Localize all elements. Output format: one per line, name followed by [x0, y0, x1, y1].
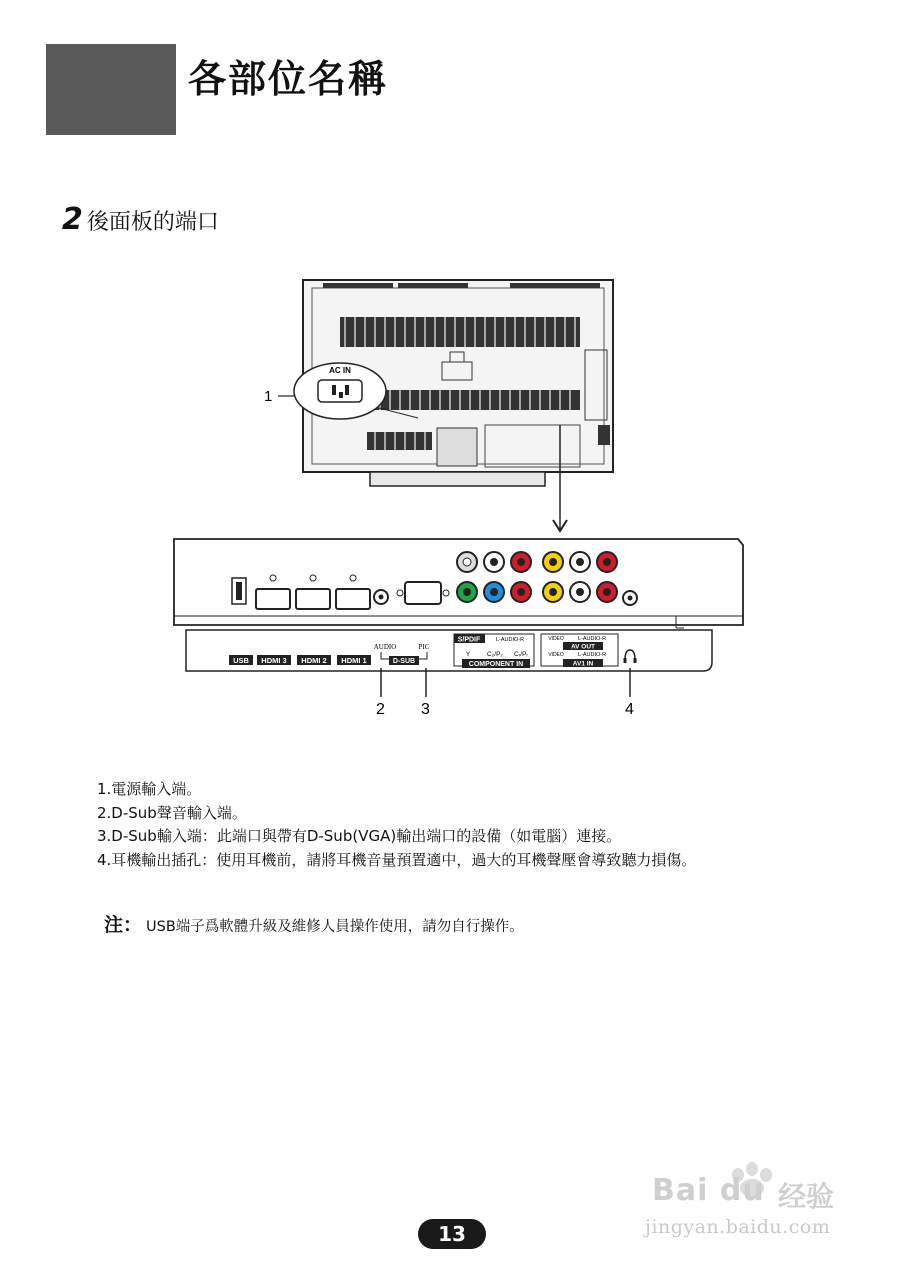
callout-2: 2	[376, 701, 385, 718]
page-title: 各部位名稱	[188, 57, 389, 101]
usb-note	[104, 910, 524, 937]
watermark-brand: Bai du	[652, 1173, 765, 1208]
hdmi3-label: HDMI 3	[261, 656, 287, 665]
callout-3: 3	[421, 701, 430, 718]
ac-in-label: AC IN	[329, 366, 351, 375]
spdif-label: S/PDIF	[457, 636, 481, 644]
cbpb-label: C₂/P₂	[487, 651, 503, 658]
port-descriptions	[97, 778, 696, 872]
note-text: USB端子爲軟體升級及維修人員操作使用，請勿自行操作。	[146, 919, 524, 935]
dsub-label: D-SUB	[392, 658, 416, 665]
l-audio-r-bottom-label: L-AUDIO-R	[577, 652, 607, 658]
av-out-label: AV OUT	[570, 643, 596, 651]
tv-back-illustration	[294, 280, 613, 486]
port-label-strip	[186, 630, 712, 671]
description-item: 3.D-Sub輸入端：此端口與帶有D-Sub(VGA)輸出端口的設備（如電腦）連接。	[97, 827, 622, 845]
callout-1: 1	[264, 388, 273, 405]
description-item: 4.耳機輸出插孔：使用耳機前，請將耳機音量預置適中，過大的耳機聲壓會導致聽力損傷。	[97, 850, 697, 869]
l-audio-r-top-label: L-AUDIO-R	[577, 636, 607, 642]
av1-in-label: AV1 IN	[572, 660, 594, 668]
description-item: 1.電源輸入端。	[97, 780, 202, 798]
component-in-label: COMPONENT IN	[468, 661, 524, 668]
y-label: Y	[465, 651, 471, 658]
section-title: 後面板的端口	[86, 210, 219, 235]
usb-label: USB	[233, 656, 249, 665]
l-audio-r-small-label: L-AUDIO-R	[495, 637, 525, 643]
hdmi1-label: HDMI 1	[341, 656, 367, 665]
note-label: 注：	[104, 914, 143, 936]
crpr-label: Cᵣ/Pᵣ	[514, 651, 528, 658]
watermark-brand-cn: 经验	[778, 1180, 835, 1213]
description-item: 2.D-Sub聲音輸入端。	[97, 803, 247, 822]
hdmi2-label: HDMI 2	[301, 656, 327, 665]
video-top-label: VIDEO	[548, 636, 564, 642]
section-number: 2	[62, 202, 83, 237]
pic-label: PIC	[418, 643, 430, 651]
callout-4: 4	[625, 701, 634, 718]
watermark-domain: jingyan.baidu.com	[645, 1216, 831, 1238]
page-number: 13	[418, 1219, 486, 1249]
audio-label: AUDIO	[373, 643, 397, 651]
port-panel	[174, 539, 743, 628]
video-bottom-label: VIDEO	[548, 652, 564, 658]
